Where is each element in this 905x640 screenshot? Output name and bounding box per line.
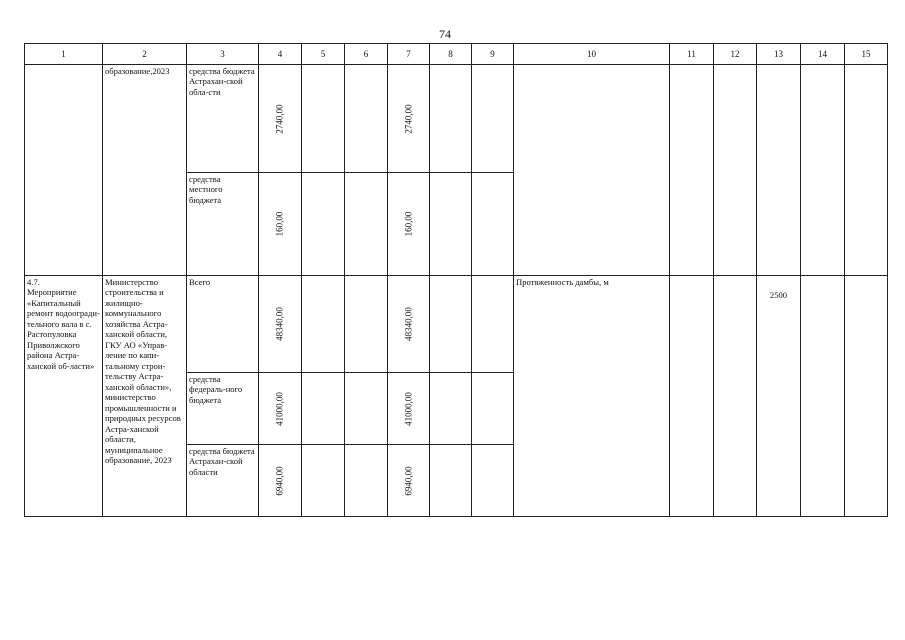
header-col-3: 3: [187, 44, 259, 65]
cell-amount-col-7: [388, 445, 430, 517]
cell-col-8: [430, 373, 472, 445]
cell-amount-col-4: [259, 276, 302, 373]
budget-table: [24, 43, 888, 517]
header-col-4: 4: [259, 44, 302, 65]
table-row: [25, 276, 888, 373]
header-col-14: 14: [801, 44, 845, 65]
cell-col-9: [472, 173, 514, 276]
header-col-13: 13: [757, 44, 801, 65]
cell-col-5: [302, 276, 345, 373]
cell-col-14: [801, 65, 845, 276]
cell-col-6: [345, 445, 388, 517]
cell-col-9: [472, 373, 514, 445]
cell-amount-col-7: [388, 65, 430, 173]
cell-col-12: [714, 65, 757, 276]
cell-col-5: [302, 173, 345, 276]
cell-amount-col-4: [259, 65, 302, 173]
amount-value: 160,00: [274, 211, 285, 237]
header-col-10: 10: [514, 44, 670, 65]
amount-value: 6940,00: [274, 465, 285, 496]
cell-amount-col-7: [388, 276, 430, 373]
cell-executor: Министерство строительства и жилищно-коммунального хозяйства Астра-ханской области, ГКУ АО «Управ-ление по капи-тальному строи-тельству Астра-ханской области», министерство промышленности и природных ресурсов Астра-ханской области, муниципальное образование, 2023: [103, 276, 187, 517]
cell-col-5: [302, 373, 345, 445]
amount-value: 2740,00: [274, 103, 285, 134]
amount-value: 41000,00: [274, 391, 285, 426]
header-col-9: 9: [472, 44, 514, 65]
cell-col-1: [25, 65, 103, 276]
header-col-8: 8: [430, 44, 472, 65]
cell-col-6: [345, 173, 388, 276]
header-col-12: 12: [714, 44, 757, 65]
cell-col-8: [430, 65, 472, 173]
amount-value: 48340,00: [274, 307, 285, 341]
cell-col-6: [345, 65, 388, 173]
header-col-2: 2: [103, 44, 187, 65]
cell-funding-source: средства федераль-ного бюджета: [187, 373, 259, 445]
header-col-1: 1: [25, 44, 103, 65]
header-col-7: 7: [388, 44, 430, 65]
cell-executor: образование,2023: [103, 65, 187, 276]
cell-amount-col-4: [259, 445, 302, 517]
cell-funding-source: средства местного бюджета: [187, 173, 259, 276]
cell-col-5: [302, 445, 345, 517]
cell-amount-col-7: [388, 173, 430, 276]
cell-indicator: Протяженность дамбы, м: [514, 276, 670, 517]
cell-col-8: [430, 445, 472, 517]
cell-target-value: 2500: [757, 276, 801, 517]
cell-amount-col-4: [259, 173, 302, 276]
cell-funding-source: Всего: [187, 276, 259, 373]
amount-value: 2740,00: [403, 103, 414, 134]
cell-col-8: [430, 173, 472, 276]
cell-col-6: [345, 276, 388, 373]
header-col-5: 5: [302, 44, 345, 65]
cell-col-13: [757, 65, 801, 276]
cell-amount-col-4: [259, 373, 302, 445]
cell-col-9: [472, 276, 514, 373]
cell-col-11: [670, 65, 714, 276]
cell-amount-col-7: [388, 373, 430, 445]
cell-col-12: [714, 276, 757, 517]
cell-col-5: [302, 65, 345, 173]
amount-value: 41000,00: [403, 391, 414, 426]
table-row: [25, 65, 888, 173]
page-number: 74: [439, 27, 451, 41]
header-col-11: 11: [670, 44, 714, 65]
cell-col-14: [801, 276, 845, 517]
cell-col-15: [845, 65, 888, 276]
cell-col-8: [430, 276, 472, 373]
amount-value: 48340,00: [403, 307, 414, 341]
amount-value: 160,00: [403, 211, 414, 237]
cell-funding-source: средства бюджета Астрахан-ской обла-сти: [187, 65, 259, 173]
cell-measure: 4.7. Мероприятие «Капитальный ремонт водоогради-тельного вала в с. Растопуловка Приволжского района Астра-ханской об-ласти»: [25, 276, 103, 517]
cell-funding-source: средства бюджета Астрахан-ской области: [187, 445, 259, 517]
amount-value: 6940,00: [403, 465, 414, 496]
cell-col-9: [472, 65, 514, 173]
cell-col-9: [472, 445, 514, 517]
header-col-6: 6: [345, 44, 388, 65]
header-row: [25, 44, 888, 65]
cell-col-11: [670, 276, 714, 517]
cell-col-6: [345, 373, 388, 445]
cell-indicator: [514, 65, 670, 276]
cell-col-15: [845, 276, 888, 517]
header-col-15: 15: [845, 44, 888, 65]
